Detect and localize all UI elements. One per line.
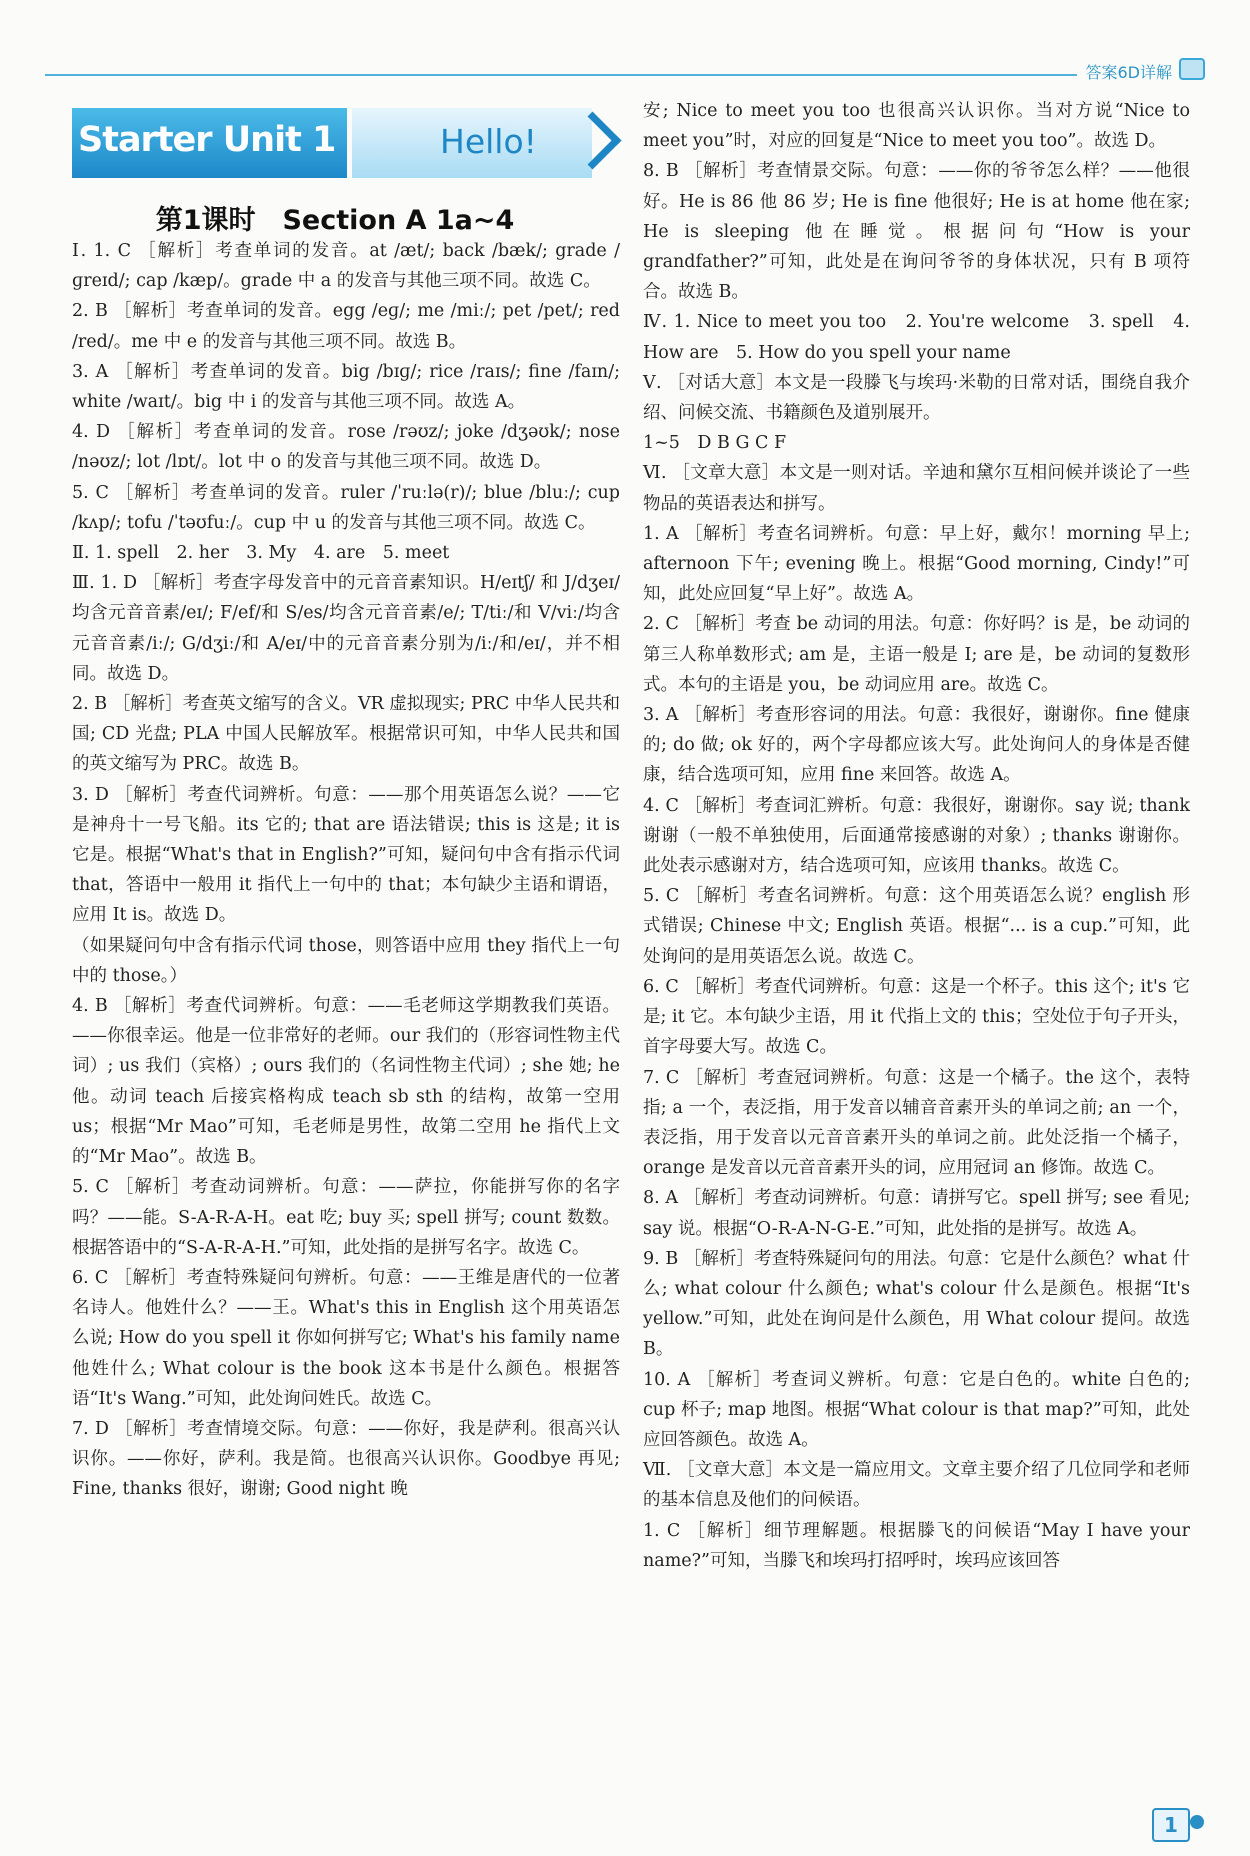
answer-item: 1. C ［解析］细节理解题。根据滕飞的问候语“May I have your name?”可知，当滕飞和埃玛打招呼时，埃玛应该回答: [643, 1520, 1190, 1571]
answer-item: 5. C ［解析］考查单词的发音。ruler /ˈruːlə(r)/; blue /bluː/; cup /kʌp/; tofu /ˈtəʊfuː/。cup 中 u 的发音与其他三项不同。故选 C。: [72, 482, 620, 533]
unit-banner: [72, 108, 612, 178]
bell-icon: [1190, 1815, 1204, 1829]
answer-item: 5. C ［解析］考查动词辨析。句意：——萨拉，你能拼写你的名字吗？——能。S-A-R-A-H。eat 吃; buy 买; spell 拼写; count 数数。根据答语中的“S-A-R-A-H.”可知，此处指的是拼写名字。故选 C。: [72, 1177, 620, 1258]
answer-item: 7. D ［解析］考查情境交际。句意：——你好，我是萨利。很高兴认识你。——你好，萨利。我是简。也很高兴认识你。Goodbye 再见; Fine, thanks 很好，谢谢; Good night 晚: [72, 1418, 620, 1500]
answer-item: 10. A ［解析］考查词义辨析。句意：它是白色的。white 白色的; cup 杯子; map 地图。根据“What colour is that map?”可知，此处应回答颜色。故选 A。: [643, 1369, 1190, 1450]
answer-item: 4. D ［解析］考查单词的发音。rose /rəʊz/; joke /dʒəʊk/; nose /nəʊz/; lot /lɒt/。lot 中 o 的发音与其他三项不同。故选 D。: [72, 422, 620, 473]
answer-column-right: [643, 96, 1190, 1576]
answer-item: 5. C ［解析］考查名词辨析。句意：这个用英语怎么说？english 形式错误; Chinese 中文; English 英语。根据“... is a cup.”可知，此处询问的是用英语怎么说。故选 C。: [643, 886, 1190, 967]
answer-item: 安; Nice to meet you too 也很高兴认识你。当对方说“Nice to meet you”时，对应的回复是“Nice to meet you too”。故选 D。: [643, 101, 1190, 152]
answer-item: 1~5 D B G C F: [643, 433, 787, 454]
unit-title: Starter Unit 1: [78, 120, 336, 160]
book-icon: [1179, 58, 1205, 80]
lesson-title: 第1课时 Section A 1a~4: [155, 205, 515, 236]
header-rule: [45, 74, 1190, 76]
answer-item: 6. C ［解析］考查代词辨析。句意：这是一个杯子。this 这个; it's 它是; it 它。本句缺少主语，用 it 代指上文的 this；空处位于句子开头，首字母要大写。故选 C。: [643, 976, 1190, 1058]
answer-item: 3. D ［解析］考查代词辨析。句意：——那个用英语怎么说？——它是神舟十一号飞船。its 它的; that are 语法错误; this is 这是; it is 它是。根据“What's that in English?”可知，疑问句中含有指示代词 that，答语中一般用 it 指代上一句中的 that；本句缺少主语和谓语，应用 It is。故选 D。: [72, 784, 620, 926]
answer-item: 3. A ［解析］考查形容词的用法。句意：我很好，谢谢你。fine 健康的; do 做; ok 好的，两个字母都应该大写。此处询问人的身体是否健康，结合选项可知，应用 fine 来回答。故选 A。: [643, 705, 1190, 786]
answer-item: 2. B ［解析］考查单词的发音。egg /eɡ/; me /miː/; pet /pet/; red /red/。me 中 e 的发音与其他三项不同。故选 B。: [72, 301, 620, 352]
answer-item: 8. A ［解析］考查动词辨析。句意：请拼写它。spell 拼写; see 看见; say 说。根据“O-R-A-N-G-E.”可知，此处指的是拼写。故选 A。: [643, 1188, 1190, 1239]
answer-item: 2. C ［解析］考查 be 动词的用法。句意：你好吗？is 是，be 动词的第三人称单数形式; am 是，主语一般是 I; are 是，be 动词的复数形式。本句的主语是 you，be 动词应用 are。故选 C。: [643, 614, 1190, 695]
answer-item: Ⅵ. ［文章大意］本文是一则对话。辛迪和黛尔互相问候并谈论了一些物品的英语表达和拼写。: [643, 463, 1190, 514]
answer-item: Ⅳ. 1. Nice to meet you too 2. You're welcome 3. spell 4. How are 5. How do you spell your name: [643, 312, 1190, 363]
answer-item: 1. A ［解析］考查名词辨析。句意：早上好，戴尔！morning 早上; afternoon 下午; evening 晚上。根据“Good morning, Cindy!”可知，此处应回复“早上好”。故选 A。: [643, 523, 1190, 605]
answer-item: Ⅱ. 1. spell 2. her 3. My 4. are 5. meet: [72, 543, 450, 564]
answer-item: 7. C ［解析］考查冠词辨析。句意：这是一个橘子。the 这个，表特指; a 一个，表泛指，用于发音以辅音音素开头的单词之前; an 一个，表泛指，用于发音以元音音素开头的单词之前。此处泛指一个橘子，orange 是发音以元音音素开头的词，应用冠词 an 修饰。故选 C。: [643, 1067, 1190, 1179]
answer-item: 4. B ［解析］考查代词辨析。句意：——毛老师这学期教我们英语。——你很幸运。他是一位非常好的老师。our 我们的（形容词性物主代词）; us 我们（宾格）; ours 我们的（名词性物主代词）; she 她; he 他。动词 teach 后接宾格构成 teach sb sth 的结构，故第一空用 us；根据“Mr Mao”可知，毛老师是男性，故第二空用 he 指代上文的“Mr Mao”。故选 B。: [72, 996, 620, 1168]
answer-item: Ⅶ. ［文章大意］本文是一篇应用文。文章主要介绍了几位同学和老师的基本信息及他们的问候语。: [643, 1460, 1190, 1511]
answer-item: 4. C ［解析］考查词汇辨析。句意：我很好，谢谢你。say 说; thank 谢谢（一般不单独使用，后面通常接感谢的对象）; thanks 谢谢你。此处表示感谢对方，结合选项可知，应该用 thanks。故选 C。: [643, 795, 1190, 877]
answer-item: Ⅰ. 1. C ［解析］考查单词的发音。at /æt/; back /bæk/; grade /ɡreɪd/; cap /kæp/。grade 中 a 的发音与其他三项不同。故选 C。: [72, 241, 620, 292]
answer-item: 3. A ［解析］考查单词的发音。big /bɪɡ/; rice /raɪs/; fine /faɪn/; white /waɪt/。big 中 i 的发音与其他三项不同。故选 A。: [72, 361, 620, 413]
answer-item: 8. B ［解析］考查情景交际。句意：——你的爷爷怎么样？——他很好。He is 86 他 86 岁; He is fine 他很好; He is at home 他在家; He is sleeping 他在睡觉。根据问句“How is your grandfather?”可知，此处是在询问爷爷的身体状况，只有 B 项符合。故选 B。: [643, 161, 1190, 303]
answer-item: 9. B ［解析］考查特殊疑问句的用法。句意：它是什么颜色？what 什么; what colour 什么颜色; what's colour 什么是颜色。根据“It's yellow.”可知，此处在询问是什么颜色，用 What colour 提问。故选 B。: [643, 1248, 1190, 1360]
unit-banner-left: [72, 108, 347, 178]
answer-item: Ⅴ. ［对话大意］本文是一段滕飞与埃玛·米勒的日常对话，围绕自我介绍、问候交流、书籍颜色及道别展开。: [643, 372, 1190, 424]
answer-item: （如果疑问句中含有指示代词 those，则答语中应用 they 指代上一句中的 those。）: [72, 935, 620, 986]
answer-item: 2. B ［解析］考查英文缩写的含义。VR 虚拟现实; PRC 中华人民共和国; CD 光盘; PLA 中国人民解放军。根据常识可知，中华人民共和国的英文缩写为 PRC。故选 B。: [72, 694, 620, 775]
header-tag: 答案6D详解: [1077, 60, 1180, 83]
answer-column-left: [72, 236, 620, 1505]
answer-item: 6. C ［解析］考查特殊疑问句辨析。句意：——王维是唐代的一位著名诗人。他姓什么？——王。What's this in English 这个用英语怎么说; How do you spell it 你如何拼写它; What's his family name 他姓什么; What colour is the book 这本书是什么颜色。根据答语“It's Wang.”可知，此处询问姓氏。故选 C。: [72, 1267, 620, 1409]
answer-item: Ⅲ. 1. D ［解析］考查字母发音中的元音音素知识。H/eɪtʃ/ 和 J/dʒeɪ/ 均含元音音素/eɪ/; F/ef/和 S/es/均含元音音素/e/; T/tiː/和 V/viː/均含元音音素/iː/; G/dʒiː/和 A/eɪ/中的元音音素分别为/iː/和/eɪ/，并不相同。故选 D。: [72, 573, 620, 684]
unit-banner-right: [352, 108, 592, 178]
page-number: 1: [1152, 1808, 1190, 1842]
unit-subtitle: Hello!: [440, 122, 537, 161]
